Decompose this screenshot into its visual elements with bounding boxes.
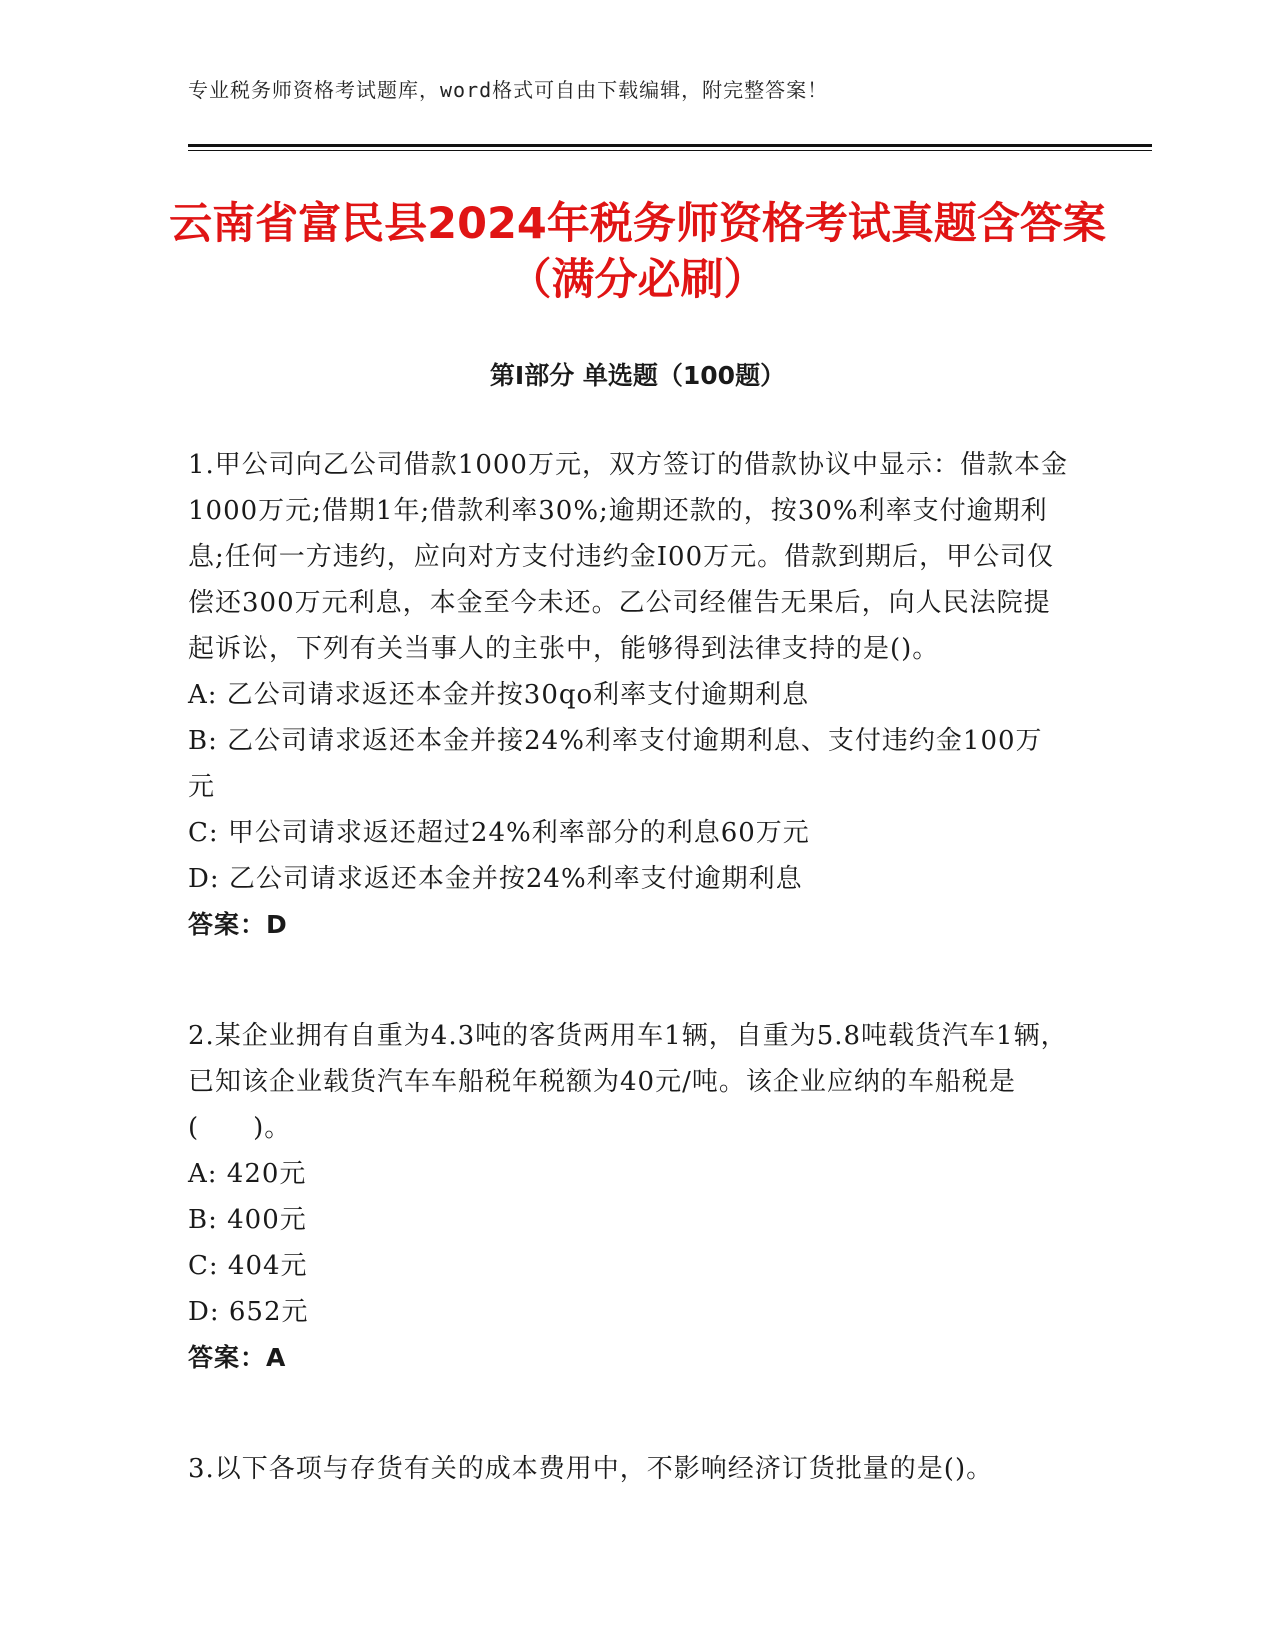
document-title: 云南省富民县2024年税务师资格考试真题含答案（满分必刷） — [169, 199, 1106, 305]
question-stem: 3.以下各项与存货有关的成本费用中，不影响经济订货批量的是()。 — [188, 1454, 994, 1484]
answer: 答案：A — [188, 1343, 287, 1372]
option-c: C: 404元 — [188, 1251, 308, 1281]
question-stem: 2.某企业拥有自重为4.3吨的客货两用车1辆，自重为5.8吨载货汽车1辆，已知该企业载货汽车车船税年税额为40元/吨。该企业应纳的车船税是( )。 — [188, 1021, 1068, 1143]
section-title: 第Ⅰ部分 单选题（100题） — [489, 361, 786, 390]
header-rule — [188, 144, 1152, 147]
question-2 — [188, 1013, 1068, 1381]
question-list — [188, 442, 1068, 1492]
answer: 答案：D — [188, 910, 288, 939]
option-d: D: 乙公司请求返还本金并按24%利率支付逾期利息 — [188, 864, 803, 894]
option-b: B: 400元 — [188, 1205, 307, 1235]
question-1 — [188, 442, 1068, 948]
header-text: 专业税务师资格考试题库，word格式可自由下载编辑，附完整答案！ — [188, 78, 829, 102]
header-rule-thin — [188, 150, 1152, 151]
question-stem: 1.甲公司向乙公司借款1000万元，双方签订的借款协议中显示：借款本金1000万元;借期1年;借款利率30%;逾期还款的，按30%利率支付逾期利息;任何一方违约，应向对方支付违约金I00万元。借款到期后，甲公司仅偿还300万元利息，本金至今未还。乙公司经催告无果后，向人民法院提起诉讼，下列有关当事人的主张中，能够得到法律支持的是()。 — [188, 450, 1068, 664]
option-a: A: 乙公司请求返还本金并按30qo利率支付逾期利息 — [188, 680, 810, 710]
option-b: B: 乙公司请求返还本金并接24%利率支付逾期利息、支付违约金100万元 — [188, 726, 1043, 802]
option-c: C: 甲公司请求返还超过24%利率部分的利息60万元 — [188, 818, 810, 848]
option-a: A: 420元 — [188, 1159, 307, 1189]
question-3 — [188, 1446, 1068, 1492]
option-d: D: 652元 — [188, 1297, 309, 1327]
